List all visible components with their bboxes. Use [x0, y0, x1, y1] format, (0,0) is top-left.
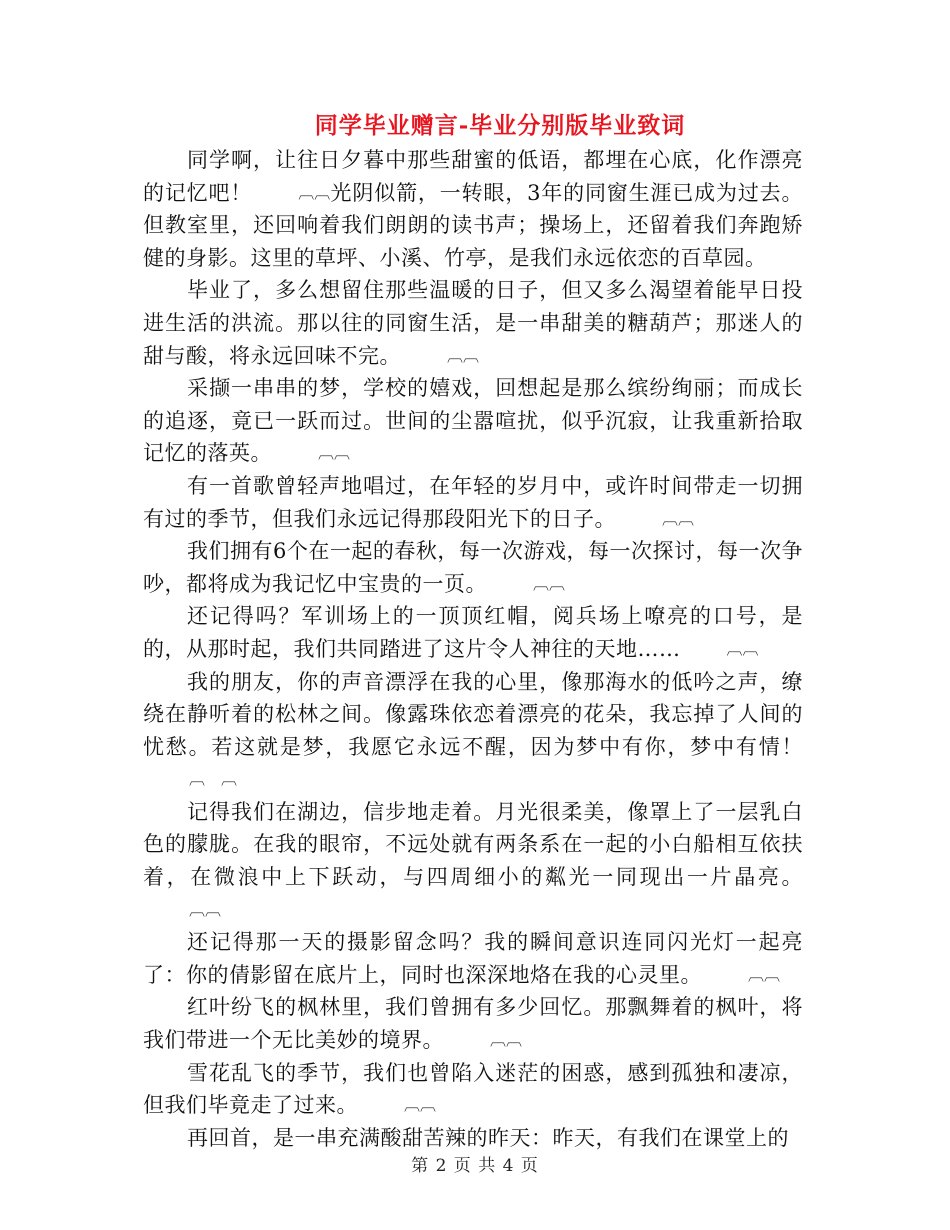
paragraph-text: 有一首歌曾轻声地唱过，在年轻的岁月中，或许时间带走一切拥有过的季节，但我们永远记得那段阳光下的日子。: [143, 473, 803, 531]
paragraph-text: 同学啊，让往日夕暮中那些甜蜜的低语，都埋在心底，化作漂亮的记忆吧！: [143, 148, 803, 205]
paragraph: [143, 144, 803, 274]
page-number-footer: 第 2 页 共 4 页: [411, 1156, 539, 1176]
paragraph: [143, 666, 803, 796]
paragraph-text-continued: 光阴似箭，一转眼，3年的同窗生涯已成为过去。但教室里，还回响着我们朗朗的读书声；操场上，还留着我们奔跑矫健的身影。这里的草坪、小溪、竹亭，是我们永远依恋的百草园。: [143, 180, 804, 270]
bracket-mark-icon: ︹︹: [748, 964, 781, 984]
paragraph-text: 我的朋友，你的声音漂浮在我的心里，像那海水的低吟之声，缭绕在静听着的松林之间。像露珠依恋着漂亮的花朵，我忘掉了人间的忧愁。若这就是梦，我愿它永远不醒，因为梦中有你，梦中有情！: [143, 669, 803, 759]
paragraph-text: 采撷一串串的梦，学校的嬉戏，回想起是那么缤纷绚丽；而成长的追逐，竟已一跃而过。世间的尘嚣喧扰，似乎沉寂，让我重新拾取记忆的落英。: [143, 376, 803, 466]
paragraph: [143, 535, 803, 600]
paragraph: [143, 1122, 803, 1155]
bracket-mark-icon: ︹︹: [404, 1095, 437, 1115]
paragraph: [143, 274, 803, 372]
bracket-mark-icon: ︹ ︹: [189, 769, 238, 789]
paragraph: [143, 600, 803, 665]
document-title: 同学毕业赠言-毕业分别版毕业致词: [314, 112, 686, 139]
bracket-mark-icon: ︹︹: [726, 638, 759, 658]
bracket-mark-icon: ︹︹: [662, 508, 695, 528]
paragraph-text: 记得我们在湖边，信步地走着。月光很柔美，像罩上了一层乳白色的朦胧。在我的眼帘，不远处就有两条系在一起的小白船相互依扶着，在微浪中上下跃动，与四周细小的粼光一同现出一片晶亮。: [143, 799, 803, 890]
bracket-mark-icon: ︹︹: [298, 182, 331, 202]
bracket-mark-icon: ︹︹: [189, 899, 222, 919]
paragraph: [143, 991, 803, 1056]
bracket-mark-icon: ︹︹: [318, 443, 351, 463]
bracket-mark-icon: ︹︹: [533, 573, 566, 593]
paragraph-text: 还记得那一天的摄影留念吗？我的瞬间意识连同闪光灯一起亮了：你的倩影留在底片上，同时也深深地烙在我的心灵里。: [143, 930, 803, 987]
paragraph-text: 雪花乱飞的季节，我们也曾陷入迷茫的困惑，感到孤独和凄凉，但我们毕竟走了过来。: [143, 1060, 803, 1118]
paragraph: [143, 470, 803, 535]
document-body: [143, 144, 803, 1154]
paragraph-text: 红叶纷飞的枫林里，我们曾拥有多少回忆。那飘舞着的枫叶，将我们带进一个无比美妙的境界。: [143, 995, 803, 1053]
paragraph: [143, 372, 803, 470]
paragraph: [143, 796, 803, 926]
bracket-mark-icon: ︹︹: [447, 345, 480, 365]
paragraph-text: 再回首，是一串充满酸甜苦辣的昨天：昨天，有我们在课堂上的: [187, 1125, 789, 1150]
bracket-mark-icon: ︹︹: [490, 1030, 523, 1050]
paragraph: [143, 1057, 803, 1122]
paragraph-text: 毕业了，多么想留住那些温暖的日子，但又多么渴望着能早日投进生活的洪流。那以往的同窗生活，是一串甜美的糖葫芦；那迷人的甜与酸，将永远回味不完。: [143, 278, 803, 368]
paragraph: [143, 926, 803, 991]
paragraph-text: 还记得吗？军训场上的一顶顶红帽，阅兵场上嘹亮的口号，是的，从那时起，我们共同踏进了这片令人神往的天地……: [143, 604, 803, 661]
paragraph-text: 我们拥有6个在一起的春秋，每一次游戏，每一次探讨，每一次争吵，都将成为我记忆中宝贵的一页。: [143, 539, 803, 596]
